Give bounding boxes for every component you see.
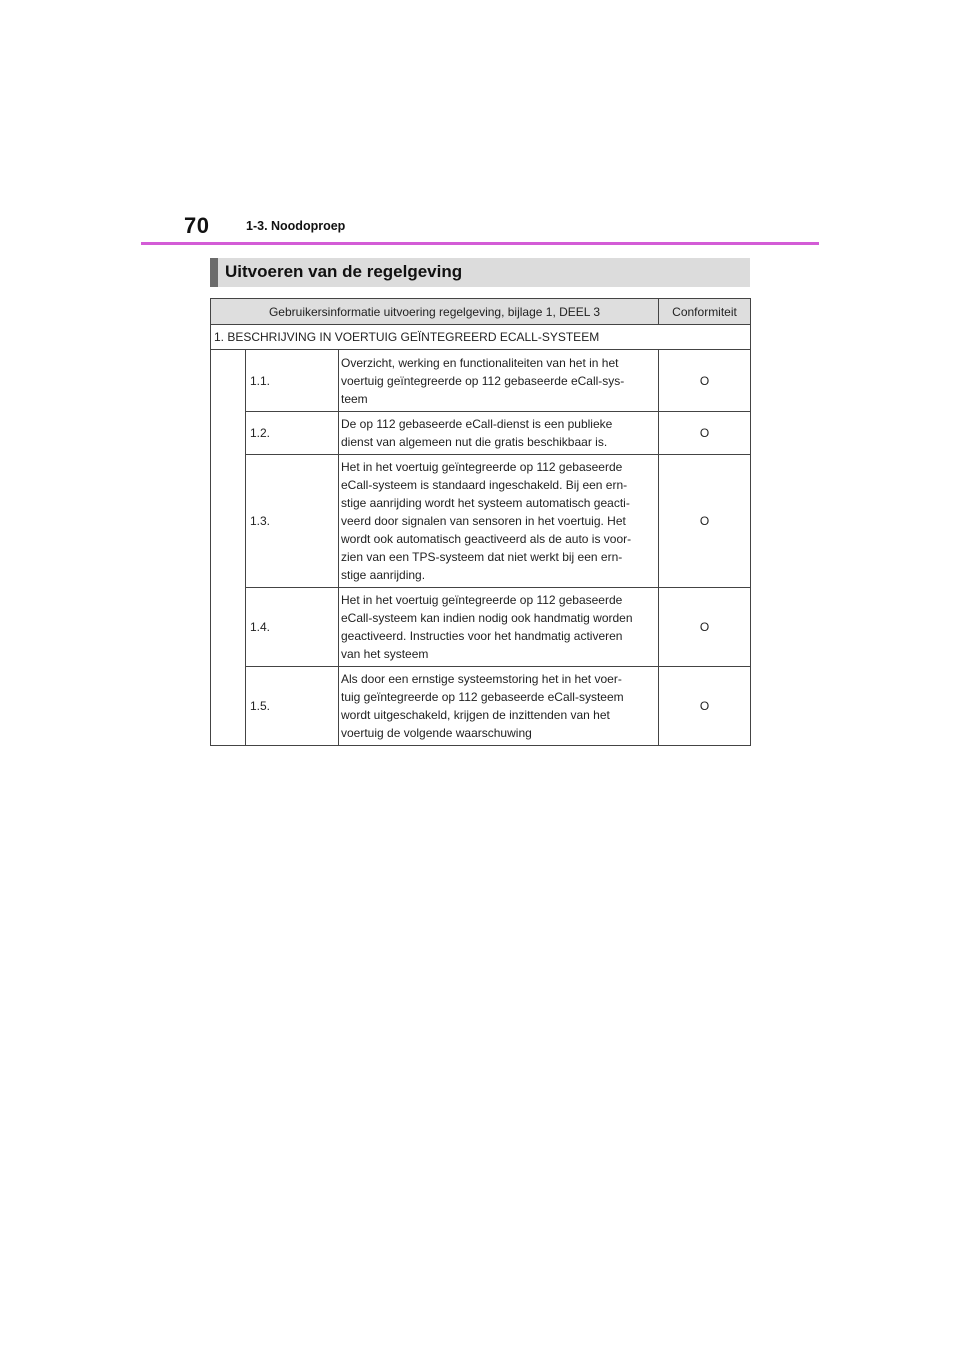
table-row: [211, 667, 751, 746]
indent-cell: [211, 350, 246, 746]
header-conformity: Conformiteit: [659, 299, 751, 325]
description-line: eCall-systeem kan indien nodig ook handmatig worden: [341, 611, 633, 625]
description-line: geactiveerd. Instructies voor het handmatig activeren: [341, 629, 623, 643]
section-heading: Uitvoeren van de regelgeving: [210, 258, 750, 287]
description-line: dienst van algemeen nut die gratis beschikbaar is.: [341, 435, 608, 449]
description-line: De op 112 gebaseerde eCall-dienst is een publieke: [341, 417, 613, 431]
description-line: zien van een TPS-systeem dat niet werkt bij een ern-: [341, 550, 623, 564]
table-row: [211, 455, 751, 588]
conformity-mark: O: [659, 350, 751, 412]
page-number: 70: [184, 213, 210, 238]
item-number: 1.5.: [246, 667, 339, 746]
description-line: eCall-systeem is standaard ingeschakeld. Bij een ern-: [341, 478, 628, 492]
conformity-mark: O: [659, 412, 751, 455]
conformity-mark: O: [659, 588, 751, 667]
description-line: Als door een ernstige systeemstoring het in het voer-: [341, 672, 622, 686]
conformity-mark: O: [659, 667, 751, 746]
table-row: [211, 588, 751, 667]
item-number: 1.4.: [246, 588, 339, 667]
description-line: van het systeem: [341, 647, 429, 661]
table-header-row: [211, 299, 751, 325]
header-divider: [141, 242, 819, 245]
item-number: 1.2.: [246, 412, 339, 455]
description-line: tuig geïntegreerde op 112 gebaseerde eCall-systeem: [341, 690, 624, 704]
table-row: [211, 412, 751, 455]
chapter-title: 1-3. Noodoproep: [246, 219, 346, 233]
header-info: Gebruikersinformatie uitvoering regelgeving, bijlage 1, DEEL 3: [211, 299, 659, 325]
description-line: voertuig de volgende waarschuwing: [341, 726, 532, 740]
description-line: teem: [341, 391, 368, 406]
regulation-table: [210, 298, 751, 746]
description-line: stige aanrijding.: [341, 568, 426, 582]
item-number: 1.1.: [246, 350, 339, 412]
description-line: Overzicht, werking en functionaliteiten van het in het: [341, 355, 619, 370]
description-line: Het in het voertuig geïntegreerde op 112 gebaseerde: [341, 593, 623, 607]
item-description: [339, 350, 659, 412]
item-description: [339, 455, 659, 588]
item-number: 1.3.: [246, 455, 339, 588]
item-description: [339, 412, 659, 455]
item-description: [339, 667, 659, 746]
table-row: [211, 350, 751, 412]
conformity-mark: O: [659, 455, 751, 588]
description-line: stige aanrijding wordt het systeem automatisch geacti-: [341, 496, 630, 510]
description-line: wordt uitgeschakeld, krijgen de inzittenden van het: [341, 708, 610, 722]
description-line: Het in het voertuig geïntegreerde op 112 gebaseerde: [341, 460, 623, 474]
description-line: veerd door signalen van sensoren in het voertuig. Het: [341, 514, 626, 528]
item-description: [339, 588, 659, 667]
group-title-row: [211, 325, 751, 350]
description-line: wordt ook automatisch geactiveerd als de auto is voor-: [341, 532, 632, 546]
description-line: voertuig geïntegreerde op 112 gebaseerde eCall-sys-: [341, 373, 625, 388]
group-title: 1. BESCHRIJVING IN VOERTUIG GEÏNTEGREERD ECALL-SYSTEEM: [211, 325, 751, 350]
